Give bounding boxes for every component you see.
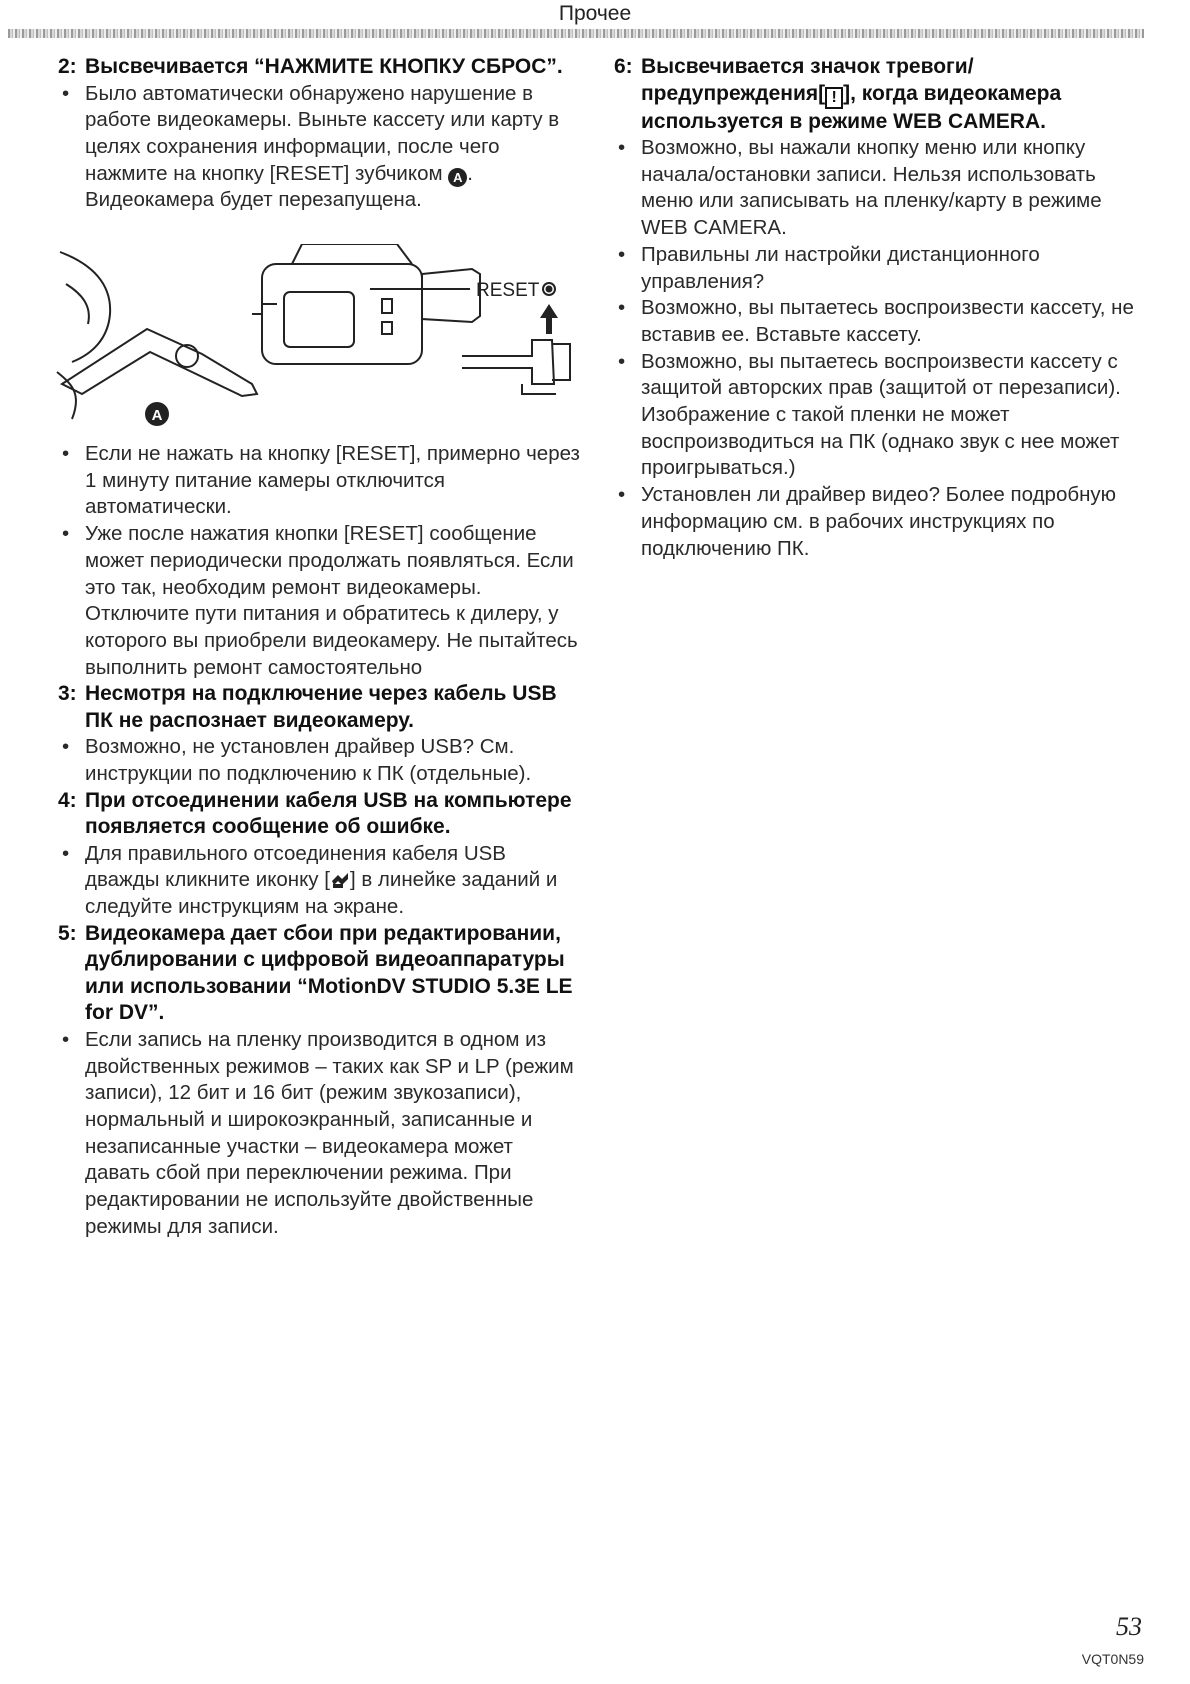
list-item (58, 1027, 583, 1241)
section-title: Высвечивается “НАЖМИТЕ КНОПКУ СБРОС”. (85, 55, 563, 78)
list-item (58, 81, 583, 215)
bullet-icon: • (618, 242, 626, 266)
camcorder-body (262, 264, 422, 364)
section-title: Несмотря на подключение через кабель USB ПК не распознает видеокамеру. (85, 682, 557, 732)
hand-outline (60, 252, 110, 362)
list-item-text: Для правильного отсоединения кабеля USB дважды кликните иконку [ ] в линейке заданий и следуйте инструкциям на экране. (85, 841, 558, 919)
bullet-icon: • (618, 296, 626, 320)
plug-line (522, 384, 556, 394)
plug-shape (462, 340, 554, 384)
stylus-arm (62, 329, 257, 396)
list-item-text: Возможно, вы нажали кнопку меню или кнопку начала/остановки записи. Нельзя использовать меню или записывать на пленку/карту в режиме WEB CAMERA. (641, 136, 1102, 240)
section-number: 4: (58, 788, 77, 812)
list-item (58, 841, 583, 921)
plug-cap (552, 344, 570, 380)
safely-remove-hardware-icon (330, 871, 350, 889)
reset-hole-inner (547, 287, 552, 292)
section-5-heading (58, 921, 583, 1027)
camcorder-slot-2 (382, 322, 392, 334)
reset-label: RESET (476, 280, 540, 302)
section-6-heading (614, 54, 1144, 135)
section-number: 5: (58, 921, 77, 945)
bullet-icon: • (62, 81, 70, 105)
bullet-icon: • (62, 841, 70, 865)
right-column (614, 54, 1144, 562)
bullet-icon: • (62, 1027, 70, 1051)
list-item-text: Возможно, вы пытаетесь воспроизвести кассету с защитой авторских прав (защитой от перезаписи). Изображение с такой пленки не может воспроизводиться на ПК (однако звук с нее может проигрываться.) (641, 349, 1121, 480)
list-item (58, 734, 583, 787)
section-title: При отсоединении кабеля USB на компьютере появляется сообщение об ошибке. (85, 788, 572, 839)
section-4-heading (58, 788, 583, 841)
list-item-text: Если не нажать на кнопку [RESET], примерно через 1 минуту питание камеры отключится автоматически. (85, 442, 580, 519)
bullet-icon: • (618, 483, 626, 507)
marker-a-icon: A (448, 168, 467, 187)
bullet-icon: • (62, 522, 70, 546)
list-item (614, 242, 1144, 295)
list-item-text: Уже после нажатия кнопки [RESET] сообщение может периодически продолжать появляться. Если это так, необходим ремонт видеокамеры. Отключите пути питания и обратитесь к дилеру, у которого вы приобрели видеокамеру. Не пытайтесь выполнить ремонт самостоятельно (85, 522, 578, 679)
section-number: 6: (614, 55, 633, 78)
section-title: Высвечивается значок тревоги/ предупреждения[ ! ], когда видеокамера используется в режиме WEB CAMERA. (641, 55, 1062, 133)
finger-detail (57, 372, 76, 419)
section-title: Видеокамера дает сбои при редактировании, дублировании с цифровой видеоаппаратуры или использовании “MotionDV STUDIO 5.3E LE for DV”. (85, 921, 573, 1025)
up-arrow-icon (540, 304, 558, 334)
hand-detail (66, 284, 89, 324)
camcorder-slot (382, 299, 392, 313)
section-2-heading (58, 54, 583, 81)
section-number: 2: (58, 55, 77, 78)
section-3 (58, 681, 583, 787)
camcorder-top (292, 244, 412, 264)
bullet-icon: • (618, 136, 626, 159)
list-item-text: Возможно, вы пытаетесь воспроизвести кассету, не вставив ее. Вставьте кассету. (641, 296, 1134, 346)
list-item (614, 295, 1144, 348)
header-decorative-band (8, 29, 1144, 38)
section-number: 3: (58, 682, 77, 706)
list-item (614, 135, 1144, 242)
list-item (614, 482, 1144, 562)
bullet-icon: • (618, 349, 626, 373)
list-item (58, 441, 583, 521)
left-column (58, 54, 583, 1240)
bullet-icon: • (62, 442, 70, 466)
list-item-text: Если запись на пленку производится в одном из двойственных режимов – таких как SP и LP (режим записи), 12 бит и 16 бит (режим звукозаписи), нормальный и широкоэкранный, записанные и незаписанные участки – видеокамера может давать сбой при переключении режима. При редактировании не используйте двойственные режимы для записи. (85, 1027, 574, 1238)
list-item-text: Возможно, не установлен драйвер USB? См. инструкции по подключению к ПК (отдельные). (85, 735, 532, 786)
bullet-icon: • (62, 735, 70, 759)
camcorder-lens (422, 269, 480, 322)
section-5 (58, 921, 583, 1241)
list-item (614, 349, 1144, 483)
list-item (58, 521, 583, 681)
section-4 (58, 788, 583, 921)
section-2 (58, 54, 583, 681)
list-item-text: Правильны ли настройки дистанционного управления? (641, 242, 1040, 293)
section-6 (614, 54, 1144, 562)
camcorder-panel (284, 292, 354, 347)
list-item-text: Было автоматически обнаружено нарушение в работе видеокамеры. Выньте кассету или карту в целях сохранения информации, после чего нажмите на кнопку [RESET] зубчиком A . Видеокамера будет перезапущена. (85, 81, 560, 212)
page-header-title: Прочее (558, 2, 632, 25)
list-item-text: Установлен ли драйвер видео? Более подробную информацию см. в рабочих инструкциях по подключению ПК. (641, 483, 1117, 560)
camcorder-reset-illustration (52, 244, 612, 434)
section-3-heading (58, 681, 583, 734)
page-number: 53 (1116, 1612, 1142, 1641)
document-code: VQT0N59 (1081, 1651, 1144, 1667)
warning-icon: ! (825, 87, 843, 109)
marker-a-label: A (151, 407, 163, 425)
contact-circle (176, 345, 198, 367)
